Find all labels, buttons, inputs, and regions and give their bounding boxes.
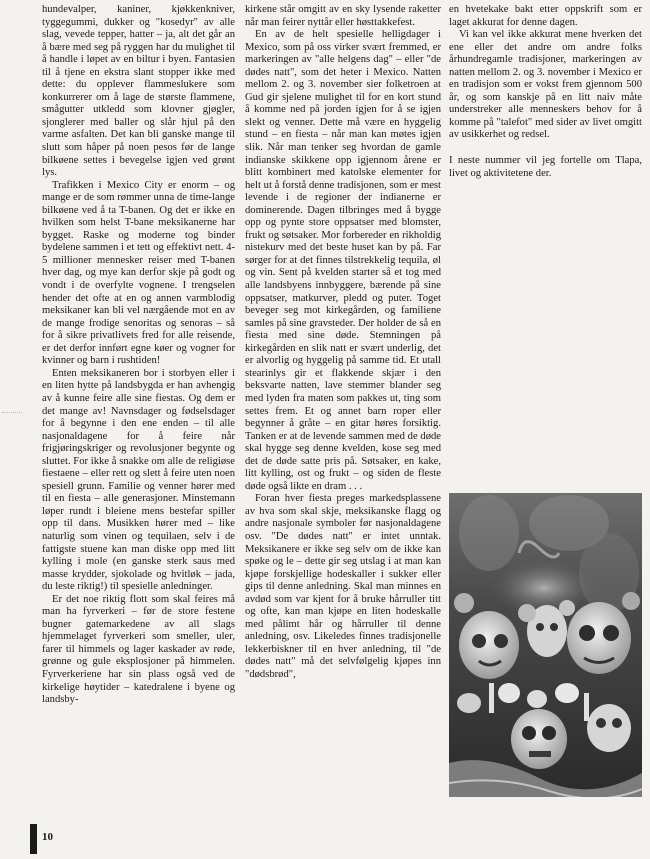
text-column-1 <box>42 4 235 707</box>
paragraph: Foran hver fiesta preges markedsplassene av hva som skal skje, meksikanske flagg og andre nasjonale symboler før nasjonaldagene osv. "De dødes natt" er intet unntak. Meksikanere er ikke seg selv om de ikke kan spøke og le – dette gir seg utslag i at man kan kjøpe forskjellige hodeskaller i sukker eller gips til denne anledning. Skal man minnes en avdød som var kjent for å bruke hårruller titt og ofte, kan man kjøpe en liten hodeskalle med pålimt hår og hårruller til denne anledning, osv. Likeledes finnes tradisjonelle lekkerbiskner til en hver anledning, til "de dødes natt" må det selvfølgelig kjøpes inn "dødsbrød", <box>245 493 441 680</box>
paragraph: kirkene står omgitt av en sky lysende raketter når man feirer nyttår eller høsttakkefest. <box>245 4 441 28</box>
page-number-bar <box>30 824 37 854</box>
paragraph: hundevalper, kaniner, kjøkkenkniver, tyggegummi, dukker og "kosedyr" av alle slag, vevede tepper, hatter – ja, alt det går an å bære med seg på ryggen har du mulighet til å handle i løpet av en biltur i byen. Fantasien til å tjene en ekstra slant stopper ikke med dette: du opplever flammeslukere som konkurrerer om å lage de største flammene, smågutter utkledd som klovner gjøgler, sjonglerer med baller og slår hjul på den varme asfalten. Det kan bli ganske mange til slutt som håper på noen pesos før de lange bilkøene settes i bevegelse igjen ved grønt lys. <box>42 4 235 179</box>
paragraph: Vi kan vel ikke akkurat mene hverken det ene eller det andre om andre folks århundregamle tradisjoner, markeringen av natten mellom 2. og 3. november i Mexico er en tradisjon som er vokst frem gjennom 500 år, og som kanskje på en litt naiv måte understreker alle menneskers behov for å komme på "talefot" med sider av livet omgitt av usikkerhet og redsel. <box>449 29 642 141</box>
paragraph: En av de helt spesielle helligdager i Mexico, som på oss virker svært fremmed, er markeringen av "alle helgens dag" – eller "de dødes natt", som det heter i Mexico. Natten mellom 2. og 3. november sier folketroen at Gud gir sjelene mulighet til for en kort stund å komme ned på jorden igjen for å se igjen slekt og venner. Dette må være en hyggelig stund – en fiesta – når man kan møtes igjen slik. Når man tenker seg hvordan de gamle indianske skikkene opp igjennom årene er blitt kombinert med katolske elementer for helt ut å forstå denne tradisjonen, som er mest levende i de regioner der indianerne er dominerende. Dagen tilbringes med å bygge opp og pynte store oppsatser med blomster, frukt og søtsaker. Mor forbereder en rikholdig nistekurv med det beste huset kan by på. Far sørger for at det finnes tilstrekkelig tequila, øl og vin. Sent på kvelden starter så et tog med alle landsbyens innbyggere, bærende på sine oppsatser, matkurver, pledd og puter. Toget beveger seg mot kirkegården, og familiene samles på sine gravsteder. Der holder de så en fiesta med sine døde. Stemningen på kirkegården en slik natt er svært underlig, det er alvorlig og hyggelig på samme tid. Et utall stearinlys gir et flakkende skjær i den beksvarte natten, lave stemmer blander seg med lyden fra maten som pakkes ut, ting som settes frem. Et og annet barn roper eller begynner å gråte – en gitar høres forsiktig. Tanken er at de levende sammen med de døde skal hygge seg denne kvelden, kose seg med det de døde satte pris på. Søtsaker, en kake, litt kylling, ost og frukt – og siden de fleste døde også likte en dram . . . <box>245 29 441 492</box>
paragraph: en hvetekake bakt etter oppskrift som er laget akkurat for denne dagen. <box>449 4 642 28</box>
paragraph: Enten meksikaneren bor i storbyen eller i en liten hytte på landsbygda er han avhengig av å kunne feire alle sine fiestas. Og dem er det mange av! Navnsdager og fødselsdager for å begynne i den ene enden – til alle nasjonaldagene for å feire når frigjøringskriger og revolusjoner begynte og sluttet. For ikke å snakke om alle de religiøse fiestaene – eller rett og slett å feire uten noen spesiell grunn. Familie og venner hører med til en fiesta – alle generasjoner. Minstemann løper rundt i bleiene mens bestefar spiller opp til dans. Musikken hører med – like naturlig som vinen og tequilaen, selv i de fattigste stuene kan man diske opp med litt kylling i mole (en ganske sterk saus med masse krydder, sjokolade og hvitløk – jada, du leste riktig!) til spesielle anledninger. <box>42 367 235 593</box>
text-column-2 <box>245 4 441 682</box>
altar-photo <box>449 493 642 797</box>
next-issue-note: I neste nummer vil jeg fortelle om Tlapa, livet og aktivitetene der. <box>449 155 642 179</box>
page-number: 10 <box>42 831 53 843</box>
text-column-3 <box>449 4 642 180</box>
scan-edge-mark <box>2 412 22 419</box>
paragraph: Trafikken i Mexico City er enorm – og mange er de som rømmer unna de time-lange bilkøene ved å ta T-banen. Og det er ikke en hvilken som helst T-bane meksikanerne har bygget. Raske og moderne tog binder bydelene sammen i et tett og effektivt nett. 4-5 millioner mennesker reiser med T-banen hver dag, og mye kan derfor skje på godt og vondt i de overfylte vognene. I trengselen hender det ofte at en og annen varmblodig meksikaner kan bli vel nærgående mot en av de mange frodige senoritas og senoras – så for å sikre privatlivets fred for alle reisende, er det derfor innført egne køer og vogner for kvinner og barn i rushtiden! <box>42 179 235 367</box>
paragraph: Er det noe riktig flott som skal feires må man ha fyrverkeri – før de store festene bugner gatemarkedene av all slags hjemmelaget fyrverkeri som smeller, uler, farer til himmels og lager kaskader av røde, grønne og gule eksplosjoner på himmelen. Fyrverkeriene har sin plass også ved de kirkelige høytider – katedralene i byene og landsby- <box>42 593 235 706</box>
